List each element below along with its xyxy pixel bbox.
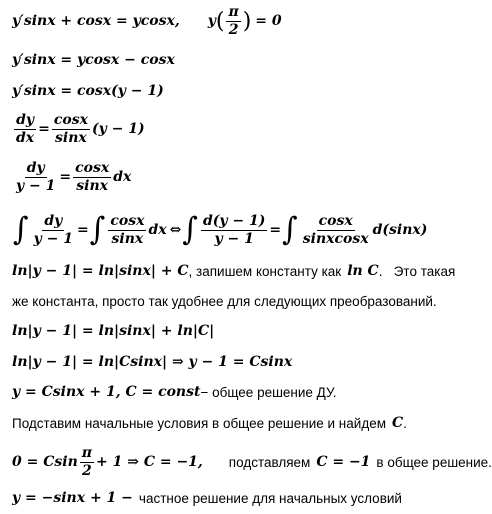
integral-sign-icon: ∫ bbox=[182, 211, 198, 248]
equation-line-2 bbox=[12, 50, 175, 70]
equation-line-14 bbox=[12, 488, 402, 508]
fraction-denominator: y − 1 bbox=[16, 177, 56, 194]
equation-line-13 bbox=[12, 440, 492, 484]
equation-text: y′sinx = ycosx − cosx bbox=[12, 52, 175, 68]
equation-text: y′sinx = cosx(y − 1) bbox=[12, 83, 164, 99]
equation-line-4 bbox=[12, 108, 145, 150]
explanation-text: же константа, просто так удобнее для следующих преобразований. bbox=[12, 293, 437, 309]
pi-over-2-fraction bbox=[80, 446, 94, 479]
differential-text: dx bbox=[113, 169, 132, 185]
equation-line-10 bbox=[12, 352, 292, 372]
general-solution: y = Csinx + 1, C = const bbox=[12, 384, 201, 400]
dy-dx-fraction bbox=[14, 113, 36, 146]
pi-over-2-fraction bbox=[226, 5, 240, 38]
particular-solution: y = −sinx + 1 − bbox=[12, 490, 133, 506]
equation-line-1 bbox=[12, 4, 282, 38]
integral-2-fraction bbox=[108, 214, 146, 247]
equation-line-9 bbox=[12, 321, 214, 341]
differential-text: dx bbox=[148, 222, 167, 238]
fraction-denominator: sinx bbox=[76, 177, 108, 194]
initial-condition-func: y bbox=[207, 13, 216, 29]
fraction-denominator: sinxcosx bbox=[302, 230, 369, 247]
log-constant: ln C bbox=[347, 263, 379, 279]
period: . bbox=[403, 415, 407, 431]
paren-open: ( bbox=[215, 8, 225, 34]
fraction-denominator: y − 1 bbox=[33, 230, 73, 247]
ode-equation: y′sinx + cosx = ycosx, bbox=[12, 13, 180, 29]
fraction-denominator: 2 bbox=[228, 21, 239, 38]
log-equation: ln|y − 1| = ln|sinx| + ln|C| bbox=[12, 323, 215, 339]
differential-text: d(sinx) bbox=[372, 222, 428, 238]
equals-sign: = bbox=[77, 222, 89, 238]
explanation-text: частное решение для начальных условий bbox=[138, 490, 402, 506]
initial-condition-value: = 0 bbox=[255, 13, 282, 29]
dy-over-y-fraction bbox=[14, 161, 57, 194]
integral-3-fraction bbox=[201, 214, 267, 247]
substitution-result: + 1 ⇒ C = −1, bbox=[96, 454, 203, 470]
equation-line-11 bbox=[12, 382, 337, 402]
equation-line-7 bbox=[12, 261, 455, 281]
equals-sign: = bbox=[269, 222, 282, 238]
fraction-numerator: cosx bbox=[110, 212, 145, 229]
integral-sign-icon: ∫ bbox=[282, 211, 298, 248]
fraction-denominator: y − 1 bbox=[214, 230, 254, 247]
explanation-text: − общее решение ДУ. bbox=[200, 384, 337, 400]
explanation-text: подставляем bbox=[228, 454, 311, 470]
explanation-text: , запишем константу как bbox=[188, 263, 342, 279]
substitution-equation: 0 = Csin bbox=[12, 454, 78, 470]
fraction-denominator: sinx bbox=[55, 129, 87, 146]
fraction-numerator: cosx bbox=[53, 111, 88, 128]
iff-arrow-icon: ⇔ bbox=[169, 222, 182, 238]
integral-sign-icon: ∫ bbox=[13, 211, 29, 248]
constant-symbol: C bbox=[391, 415, 404, 431]
text-line-12 bbox=[12, 413, 407, 433]
fraction-denominator: dx bbox=[16, 129, 35, 146]
text-line-8 bbox=[12, 291, 437, 311]
integral-4-fraction bbox=[301, 214, 371, 247]
equation-line-3 bbox=[12, 81, 164, 101]
paren-close: ) bbox=[242, 8, 252, 34]
equation-line-5 bbox=[12, 155, 131, 199]
cos-sin-fraction bbox=[52, 113, 90, 146]
equals-sign: = bbox=[59, 169, 72, 185]
fraction-numerator: d(y − 1) bbox=[202, 212, 266, 229]
fraction-numerator: π bbox=[228, 3, 239, 20]
factor-text: (y − 1) bbox=[91, 121, 145, 137]
fraction-denominator: 2 bbox=[82, 462, 92, 479]
integral-sign-icon: ∫ bbox=[89, 211, 106, 248]
explanation-text: Подставим начальные условия в общее решение и найдем bbox=[12, 415, 386, 431]
fraction-numerator: cosx bbox=[318, 212, 353, 229]
equation-line-6-integrals bbox=[12, 206, 427, 254]
explanation-text: . Это такая bbox=[378, 263, 456, 279]
explanation-text: в общее решение. bbox=[376, 454, 492, 470]
fraction-denominator: sinx bbox=[111, 230, 144, 247]
constant-value: C = −1 bbox=[316, 454, 371, 470]
fraction-numerator: dy bbox=[44, 212, 63, 229]
equals-sign: = bbox=[38, 121, 50, 137]
fraction-numerator: dy bbox=[16, 111, 35, 128]
fraction-numerator: π bbox=[81, 444, 92, 461]
fraction-numerator: dy bbox=[26, 159, 45, 176]
fraction-numerator: cosx bbox=[75, 159, 110, 176]
log-equation: ln|y − 1| = ln|sinx| + C bbox=[12, 263, 189, 279]
log-equation: ln|y − 1| = ln|Csinx| ⇒ y − 1 = Csinx bbox=[12, 354, 293, 370]
integral-1-fraction bbox=[32, 214, 75, 247]
cos-sin-fraction bbox=[73, 161, 111, 194]
